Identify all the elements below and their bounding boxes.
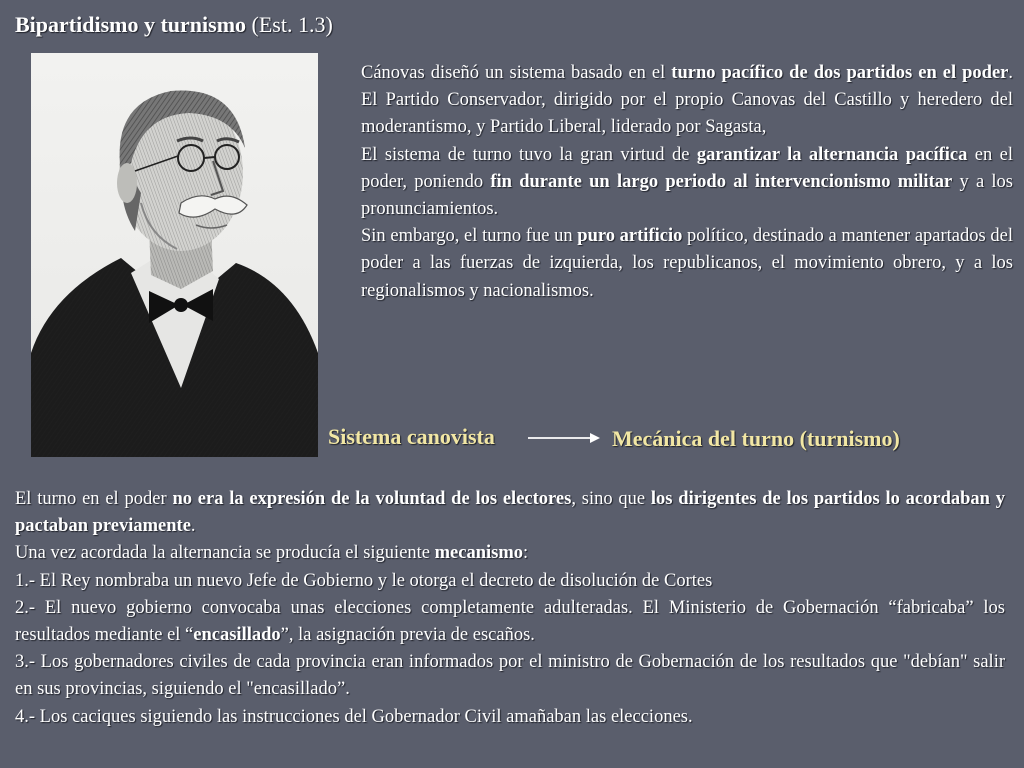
slide-title-rest: (Est. 1.3) [246,12,333,37]
bold-text: mecanismo [434,543,524,564]
text-run: 3.- Los gobernadores civiles de cada provincia eran informados por el ministro de Gobernación de los resultados que "debían" salir en sus provincias, siguiendo el "encasillado”. [15,652,1005,700]
text-run: Sin embargo, el turno fue un [361,226,578,247]
text-run: y a los pronunciamientos. [361,171,1013,220]
arrow-right-icon [526,428,604,448]
bold-text: no era la expresión de la voluntad de los electores [172,489,572,509]
right-paragraph-2 [361,142,1013,224]
bold-text: turno pacífico de dos partidos en el poder [671,63,1009,83]
text-run: 1.- El Rey nombraba un nuevo Jefe de Gobierno y le otorga el decreto de disolución de Cortes [15,570,713,591]
slide-title [15,12,333,38]
bold-text: fin durante un largo periodo al intervencionismo militar [490,171,953,192]
right-paragraph-1 [361,60,1013,142]
bottom-paragraph-intro [15,486,1005,540]
flow-diagram [328,422,968,458]
bottom-text-block [15,486,1005,731]
portrait-image [31,53,318,457]
text-run: político, destinado a mantener apartados del poder a las fuerzas de izquierda, los republicanos, el movimiento obrero, y a los regionalismos y nacionalismos. [361,226,1014,301]
flow-right-label: Mecánica del turno (turnismo) [612,426,900,451]
bottom-step-3 [15,649,1005,703]
bottom-paragraph-mechanism [15,540,1005,567]
bold-text: puro artificio [577,226,683,247]
text-run: . [190,516,196,537]
text-run: ”, la asignación previa de escaños. [280,625,535,646]
bottom-step-1 [15,568,1005,595]
text-run: 2.- El nuevo gobierno convocaba unas elecciones completamente adulteradas. El Ministerio de Gobernación “fabricaba” los resultados mediante el “ [15,597,1005,646]
text-run: Cánovas diseñó un sistema basado en el [361,63,672,83]
text-run: : [523,543,529,564]
text-run: El turno en el poder [15,489,173,509]
text-run: . El Partido Conservador, dirigido por el propio Canovas del Castillo y heredero del moderantismo, y Partido Liberal, liderado por Sagasta, [361,63,1014,138]
bottom-step-4 [15,704,1005,731]
text-run: en el poder, poniendo [361,144,1013,192]
bold-text: los dirigentes de los partidos lo acordaban y pactaban previamente [15,489,1006,537]
slide-title-bold: Bipartidismo y turnismo [15,12,247,37]
text-run: , sino que [571,489,651,509]
text-run: El sistema de turno tuvo la gran virtud de [361,144,697,165]
right-text-block [361,60,1013,305]
bold-text: encasillado [193,625,281,646]
bottom-step-2 [15,595,1005,649]
flow-left-label: Sistema canovista [328,424,495,449]
text-run: Una vez acordada la alternancia se producía el siguiente [15,543,435,564]
text-run: 4.- Los caciques siguiendo las instrucciones del Gobernador Civil amañaban las elecciones. [15,706,693,727]
bold-text: garantizar la alternancia pacífica [696,144,968,165]
right-paragraph-3 [361,223,1013,305]
